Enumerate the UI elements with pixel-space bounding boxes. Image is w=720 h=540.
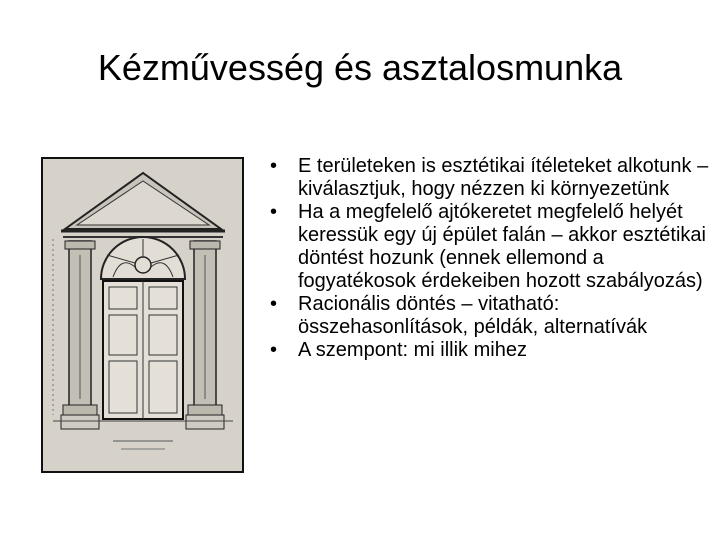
bullet-item: • E területeken is esztétikai ítéleteket alkotunk – kiválasztjuk, hogy nézzen ki környezetünk bbox=[270, 155, 710, 201]
bullet-list bbox=[270, 155, 710, 362]
bullet-item: • Racionális döntés – vitatható: összehasonlítások, példák, alternatívák bbox=[270, 293, 710, 339]
bullet-item: • A szempont: mi illik mihez bbox=[270, 339, 710, 362]
bullet-item: • Ha a megfelelő ajtókeretet megfelelő helyét keressük egy új épület falán – akkor esztétikai döntést hozunk (ennek ellemond a fogyatékosok érdekeiben hozott szabályozás) bbox=[270, 201, 710, 293]
door-frame-engraving-image bbox=[41, 157, 244, 473]
slide-title: Kézművesség és asztalosmunka bbox=[97, 47, 623, 88]
